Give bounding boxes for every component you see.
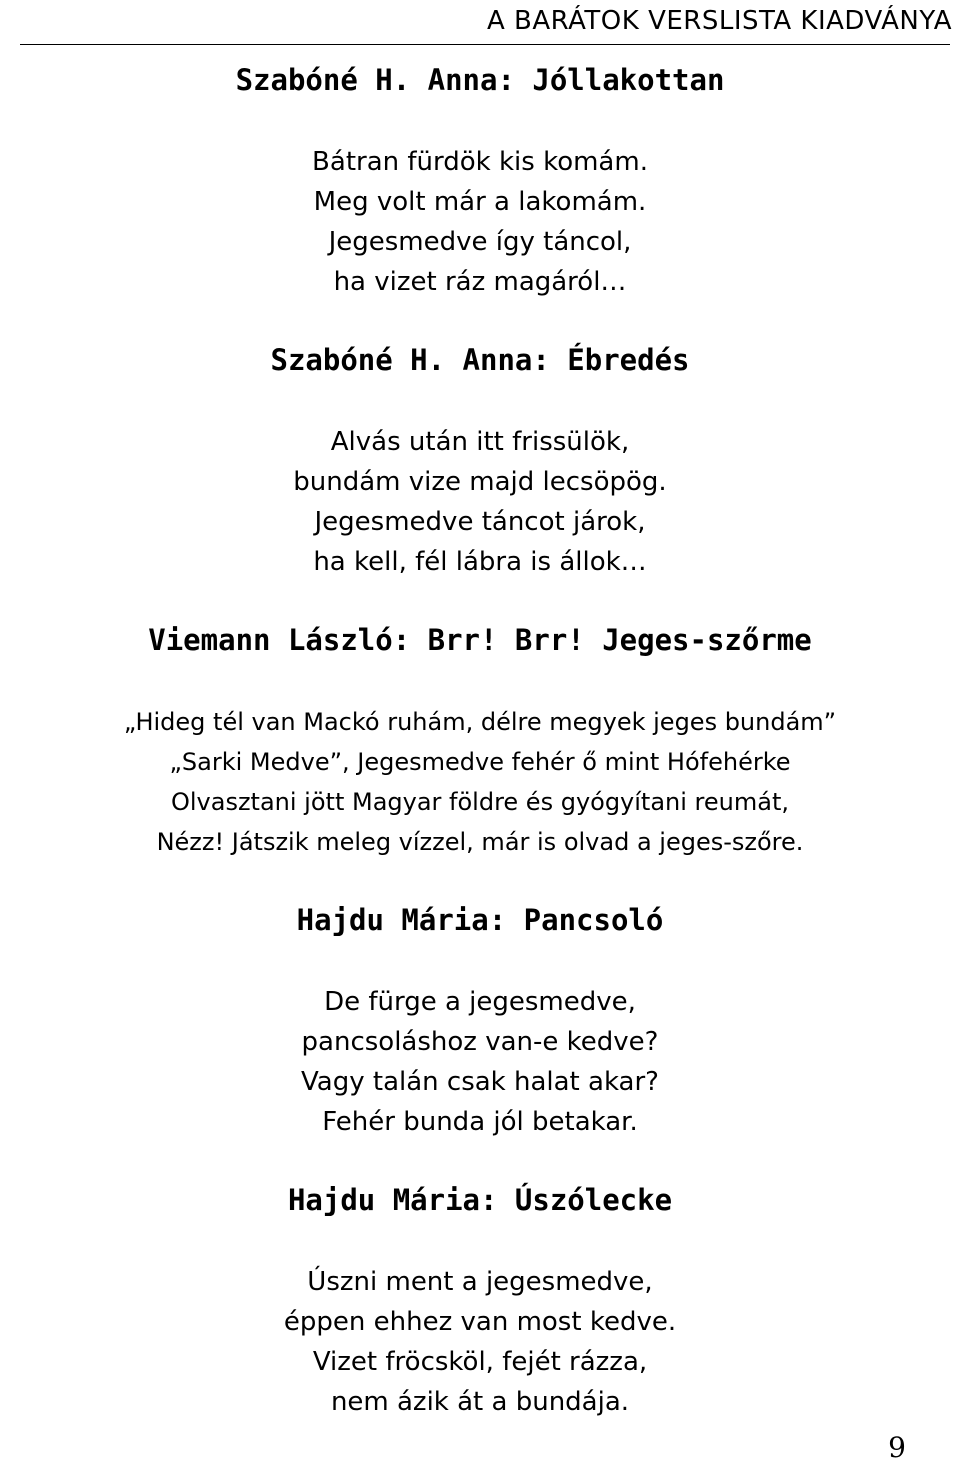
poem-line: Fehér bunda jól betakar. bbox=[322, 1107, 638, 1137]
page-number: 9 bbox=[888, 1431, 906, 1464]
poem-body bbox=[0, 142, 960, 302]
poem-line: Nézz! Játszik meleg vízzel, már is olvad a jeges-szőre. bbox=[156, 828, 804, 856]
poem bbox=[0, 900, 960, 1142]
poem-body bbox=[0, 702, 960, 862]
poem-line: Jegesmedve táncot járok, bbox=[314, 507, 646, 537]
poem-line: Meg volt már a lakomám. bbox=[313, 187, 647, 217]
poem-line: Bátran fürdök kis komám. bbox=[312, 147, 648, 177]
poem-title: Hajdu Mária: Úszólecke bbox=[287, 1183, 673, 1217]
poem bbox=[0, 620, 960, 862]
poem-line: De fürge a jegesmedve, bbox=[324, 987, 636, 1017]
poem bbox=[0, 1180, 960, 1422]
poem-body bbox=[0, 982, 960, 1142]
poem-line: éppen ehhez van most kedve. bbox=[283, 1307, 677, 1337]
poem bbox=[0, 60, 960, 302]
poem-title: Hajdu Mária: Pancsoló bbox=[296, 903, 664, 937]
poem-line: Olvasztani jött Magyar földre és gyógyítani reumát, bbox=[170, 788, 789, 816]
poem-line: pancsoláshoz van-e kedve? bbox=[301, 1027, 659, 1057]
poem-body bbox=[0, 1262, 960, 1422]
poem-line: Vizet fröcsköl, fejét rázza, bbox=[312, 1347, 648, 1377]
poem-title: Szabóné H. Anna: Jóllakottan bbox=[235, 63, 725, 97]
poem-line: Úszni ment a jegesmedve, bbox=[307, 1267, 653, 1297]
poem-title: Viemann László: Brr! Brr! Jeges-szőrme bbox=[148, 623, 812, 657]
running-header: A BARÁTOK VERSLISTA KIADVÁNYA bbox=[486, 6, 952, 36]
poem-title: Szabóné H. Anna: Ébredés bbox=[270, 343, 690, 377]
poem-line: „Sarki Medve”, Jegesmedve fehér ő mint Hófehérke bbox=[169, 748, 791, 776]
poem-line: Vagy talán csak halat akar? bbox=[301, 1067, 659, 1097]
header-rule bbox=[20, 44, 950, 45]
poem-line: bundám vize majd lecsöpög. bbox=[293, 467, 667, 497]
poem-line: nem ázik át a bundája. bbox=[330, 1387, 630, 1417]
poem-line: Jegesmedve így táncol, bbox=[328, 227, 632, 257]
poem-line: ha kell, fél lábra is állok… bbox=[313, 547, 647, 577]
poem-line: „Hideg tél van Mackó ruhám, délre megyek jeges bundám” bbox=[123, 708, 837, 736]
poem-line: Alvás után itt frissülök, bbox=[330, 427, 630, 457]
poem-body bbox=[0, 422, 960, 582]
poem bbox=[0, 340, 960, 582]
poem-line: ha vizet ráz magáról… bbox=[333, 267, 627, 297]
poem-list bbox=[0, 60, 960, 1460]
